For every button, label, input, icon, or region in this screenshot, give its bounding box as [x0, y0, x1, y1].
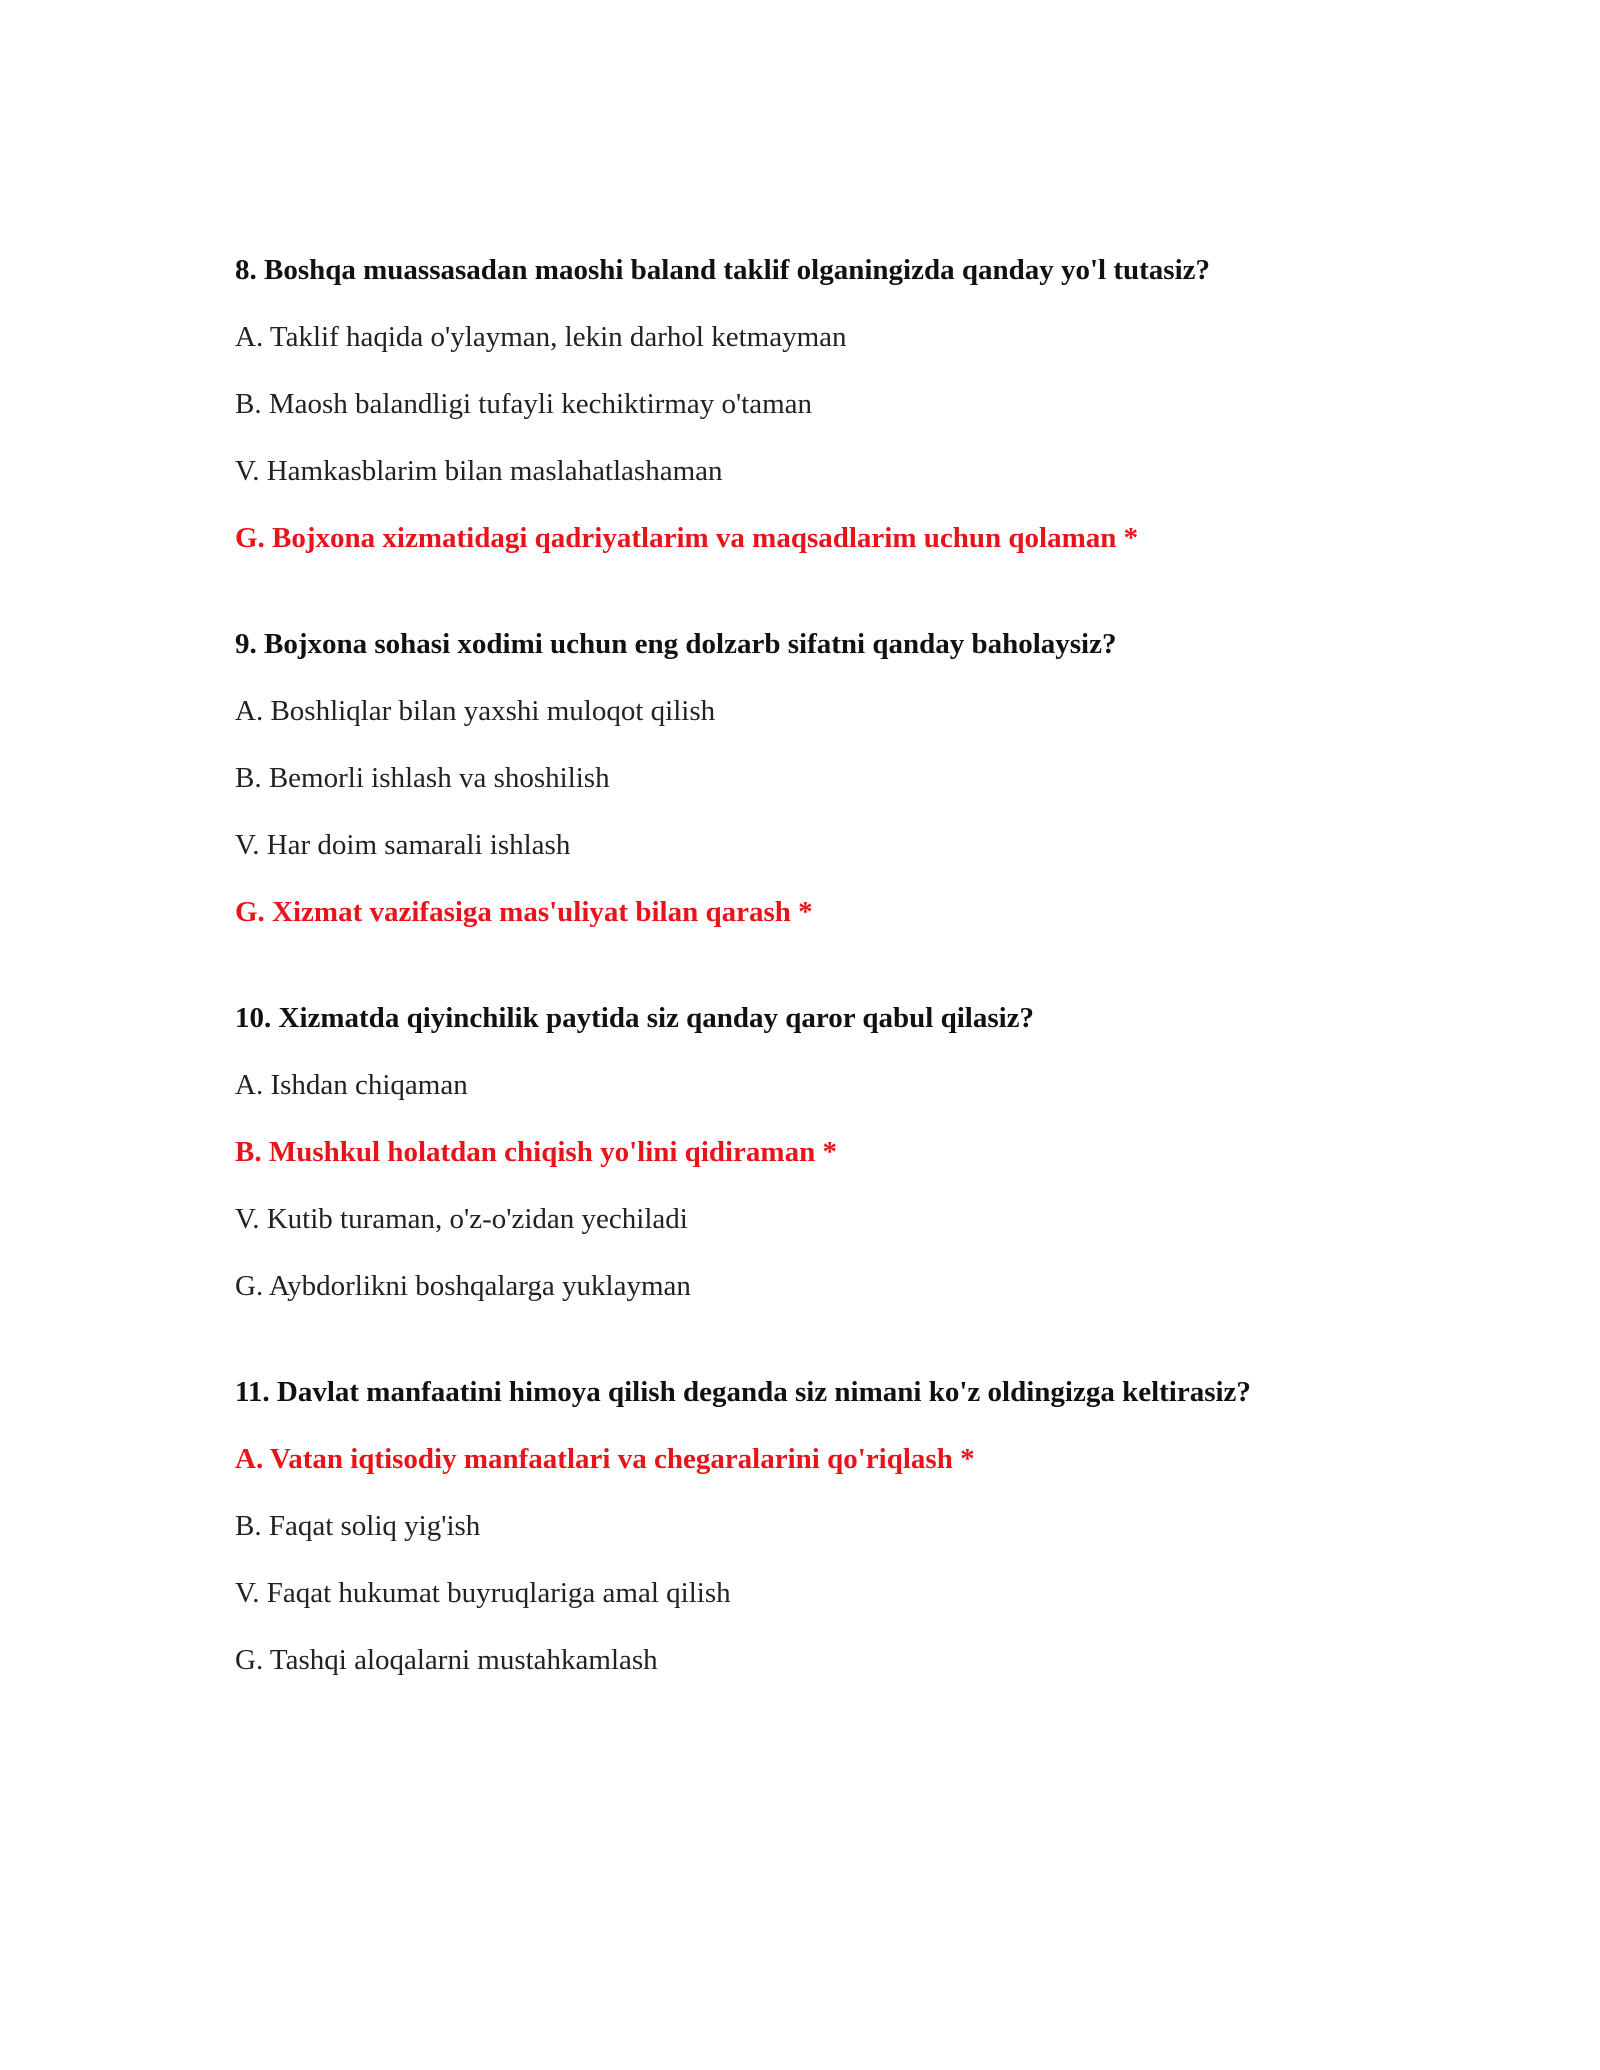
option-v: V. Faqat hukumat buyruqlariga amal qilish: [235, 1577, 731, 1609]
document-page: [235, 250, 1435, 1746]
question-title: 9. Bojxona sohasi xodimi uchun eng dolzarb sifatni qanday baholaysiz?: [235, 628, 1117, 660]
question-title: 8. Boshqa muassasadan maoshi baland taklif olganingizda qanday yo'l tutasiz?: [235, 254, 1210, 286]
option-a: A. Ishdan chiqaman: [235, 1069, 468, 1101]
option-a-correct: A. Vatan iqtisodiy manfaatlari va chegaralarini qo'riqlash *: [235, 1443, 975, 1475]
option-v: V. Har doim samarali ishlash: [235, 829, 571, 861]
option-g: G. Aybdorlikni boshqalarga yuklayman: [235, 1270, 691, 1302]
option-g-correct: G. Bojxona xizmatidagi qadriyatlarim va maqsadlarim uchun qolaman *: [235, 522, 1139, 554]
question-8: [235, 250, 1435, 558]
question-11: [235, 1372, 1435, 1680]
question-9: [235, 624, 1435, 932]
option-a: A. Boshliqlar bilan yaxshi muloqot qilish: [235, 695, 716, 727]
option-b-correct: B. Mushkul holatdan chiqish yo'lini qidiraman *: [235, 1136, 837, 1168]
option-v: V. Hamkasblarim bilan maslahatlashaman: [235, 455, 723, 487]
option-g-correct: G. Xizmat vazifasiga mas'uliyat bilan qarash *: [235, 896, 813, 928]
option-v: V. Kutib turaman, o'z-o'zidan yechiladi: [235, 1203, 688, 1235]
option-b: B. Maosh balandligi tufayli kechiktirmay o'taman: [235, 388, 813, 420]
option-b: B. Faqat soliq yig'ish: [235, 1510, 481, 1542]
question-10: [235, 998, 1435, 1306]
option-g: G. Tashqi aloqalarni mustahkamlash: [235, 1644, 658, 1676]
question-title: 10. Xizmatda qiyinchilik paytida siz qanday qaror qabul qilasiz?: [235, 1002, 1035, 1034]
option-b: B. Bemorli ishlash va shoshilish: [235, 762, 610, 794]
option-a: A. Taklif haqida o'ylayman, lekin darhol ketmayman: [235, 321, 847, 353]
question-title: 11. Davlat manfaatini himoya qilish deganda siz nimani ko'z oldingizga keltirasiz?: [235, 1376, 1251, 1408]
